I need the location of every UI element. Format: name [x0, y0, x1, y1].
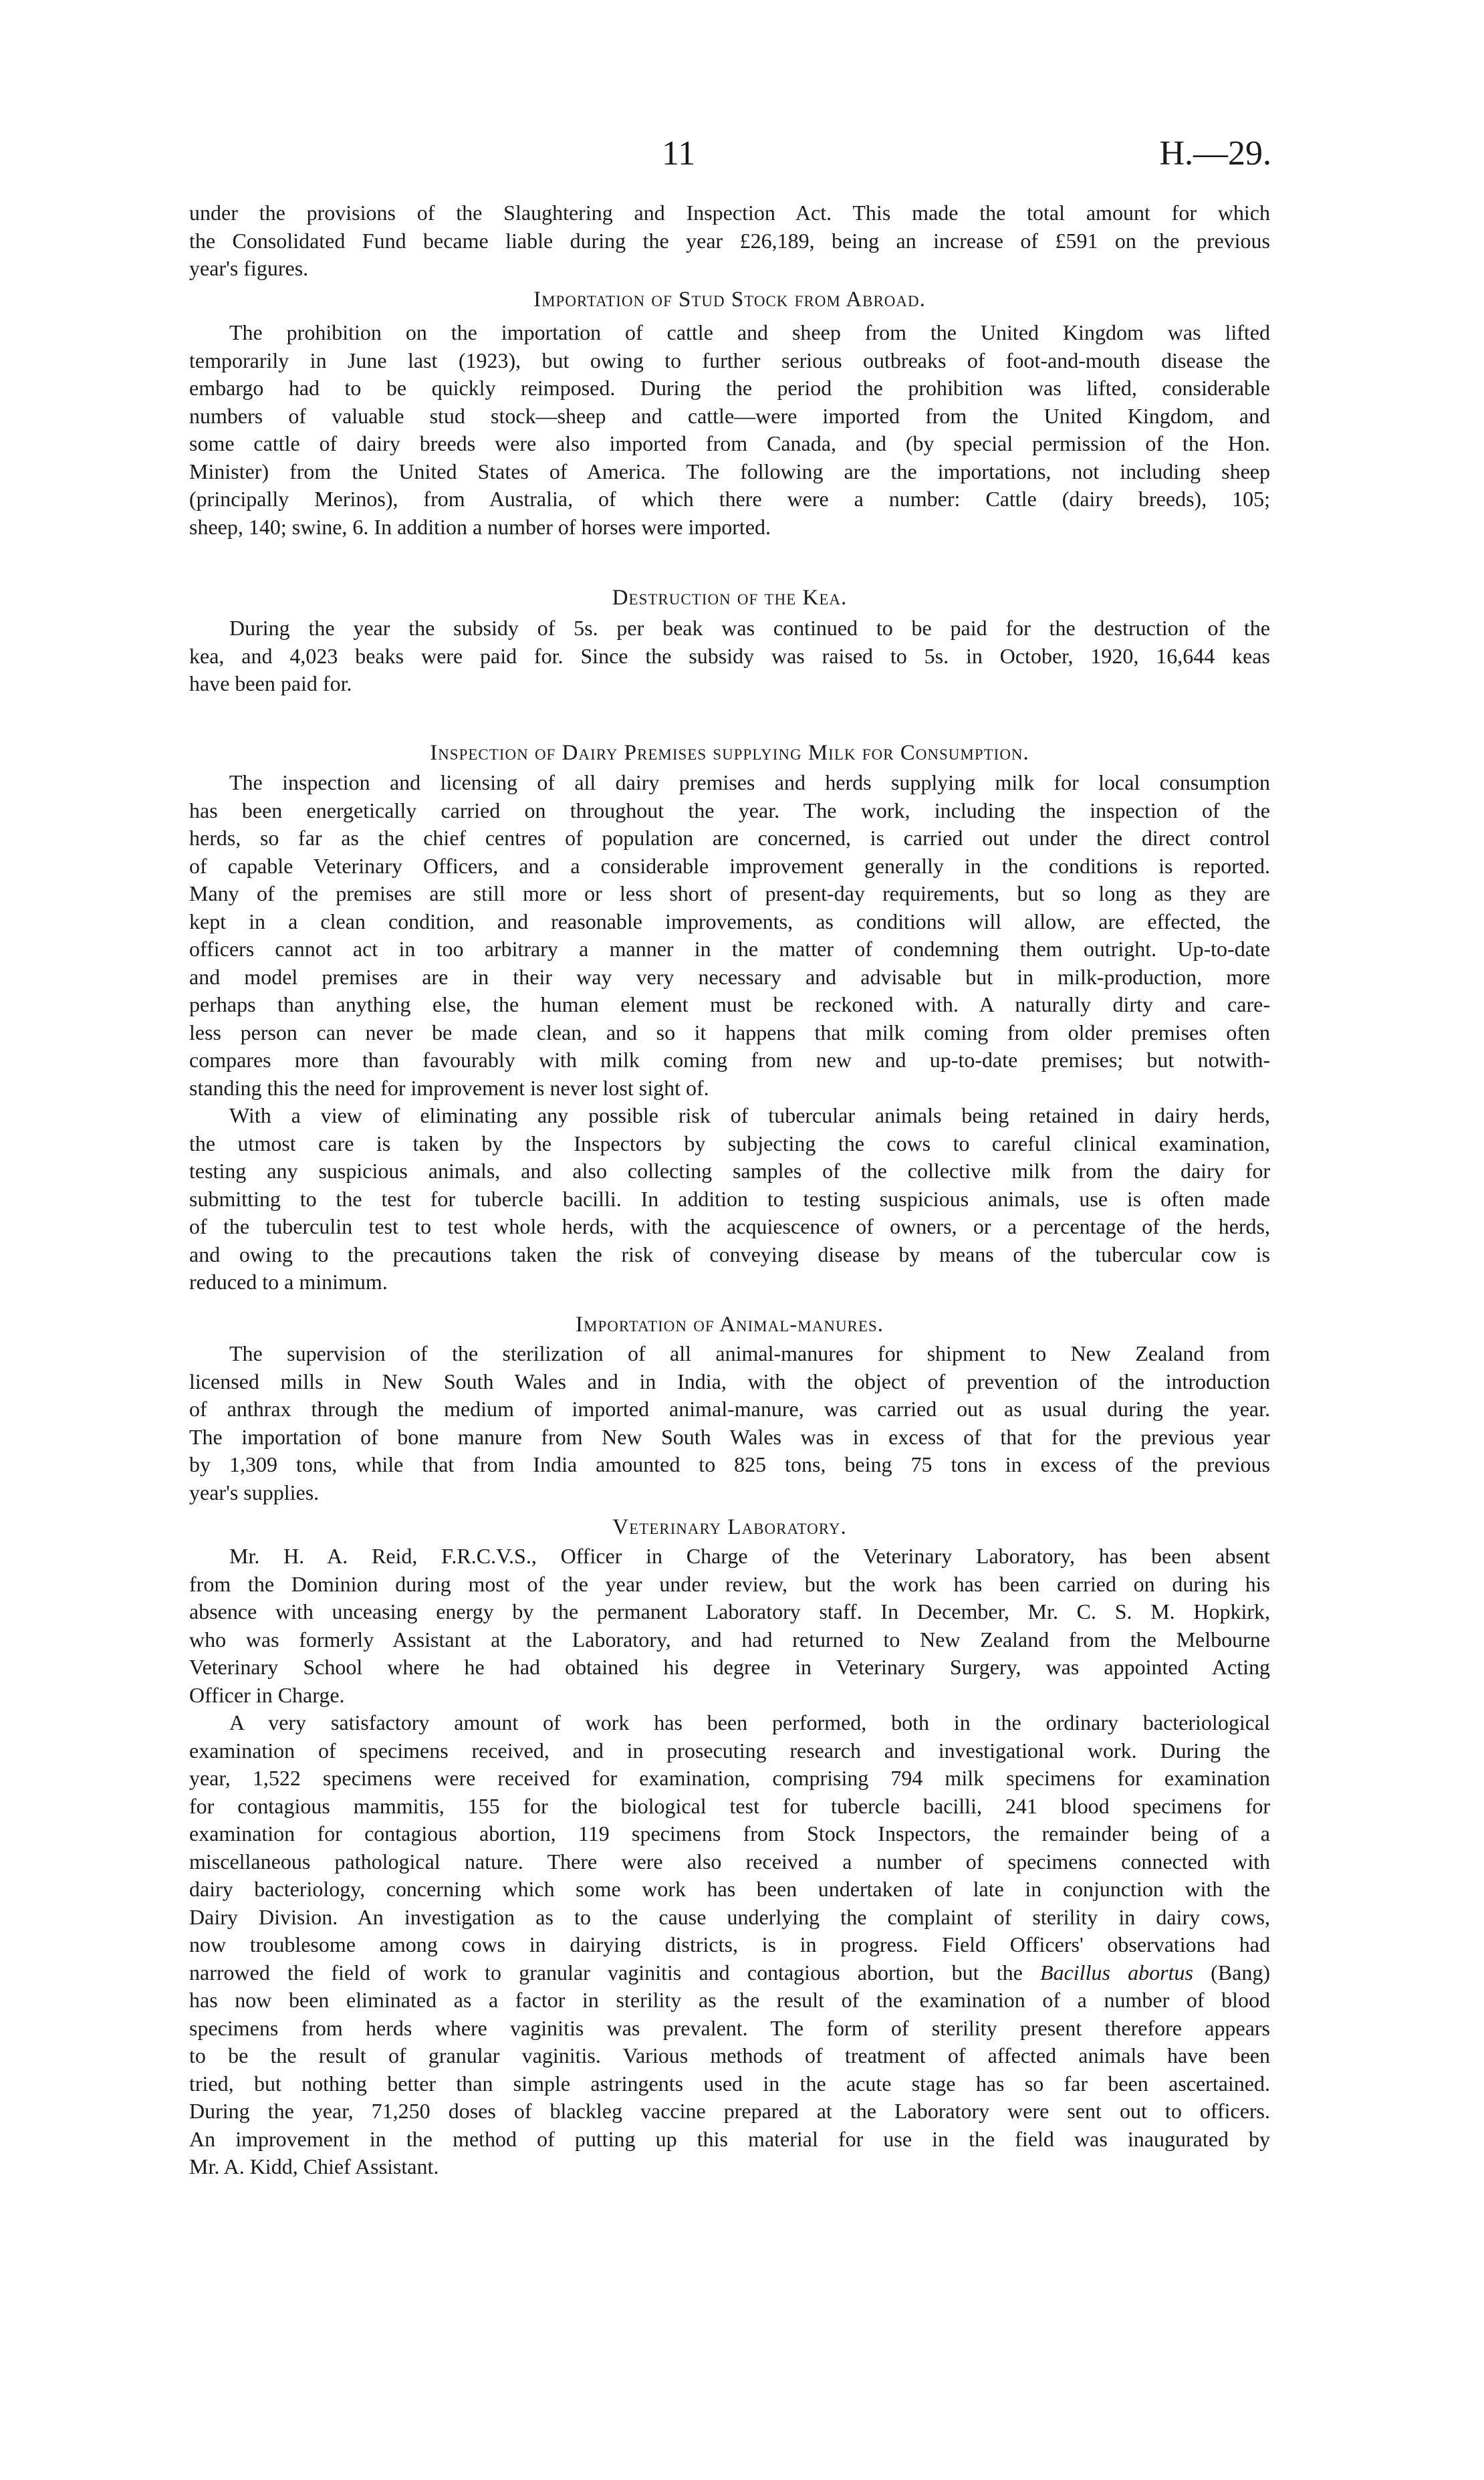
- text-line: year's supplies.: [189, 1480, 320, 1504]
- paragraph: [189, 1543, 1270, 1709]
- text-line: kea, and 4,023 beaks were paid for. Since the subsidy was raised to 5s. in October, 1920, 16,644 keas: [189, 643, 1270, 668]
- text-line: who was formerly Assistant at the Laboratory, and had returned to New Zealand from the Melbourne: [189, 1627, 1270, 1652]
- section-body-stud-stock: [189, 319, 1270, 541]
- text-line: officers cannot act in too arbitrary a manner in the matter of condemning them outright. Up-to-date: [189, 937, 1270, 961]
- text-line: the utmost care is taken by the Inspectors by subjecting the cows to careful clinical examination,: [189, 1131, 1270, 1155]
- text-line: standing this the need for improvement is never lost sight of.: [189, 1075, 709, 1100]
- text-line: The supervision of the sterilization of all animal-manures for shipment to New Zealand from: [229, 1341, 1270, 1365]
- text-line: kept in a clean condition, and reasonable improvements, as conditions will allow, are effected, the: [189, 909, 1270, 933]
- text-line: to be the result of granular vaginitis. Various methods of treatment of affected animals have been: [189, 2043, 1270, 2067]
- text-line: compares more than favourably with milk coming from new and up-to-date premises; but notwith-: [189, 1048, 1270, 1072]
- paragraph: [189, 614, 1270, 698]
- section-body-kea: [189, 614, 1270, 698]
- text-line: [189, 1959, 1270, 1987]
- text-line: Officer in Charge.: [189, 1682, 345, 1707]
- italic-text: Bacillus abortus: [1040, 1960, 1193, 1985]
- text-line: and owing to the precautions taken the risk of conveying disease by means of the tubercular cow is: [189, 1242, 1270, 1266]
- text-line: sheep, 140; swine, 6. In addition a number of horses were imported.: [189, 514, 771, 539]
- text-line: tried, but nothing better than simple astringents used in the acute stage has so far been ascertained.: [189, 2071, 1270, 2096]
- text-line: have been paid for.: [189, 671, 352, 695]
- text-line: year's figures.: [189, 256, 309, 280]
- text-line: examination of specimens received, and in prosecuting research and investigational work. During the: [189, 1738, 1270, 1763]
- section-heading-dairy-inspection: Inspection of Dairy Premises supplying Milk for Consumption.: [430, 741, 1029, 765]
- text-line: and model premises are in their way very necessary and advisable but in milk-production, more: [189, 964, 1270, 989]
- text-line: miscellaneous pathological nature. There were also received a number of specimens connected with: [189, 1849, 1270, 1874]
- paragraph: [189, 1709, 1270, 2181]
- text-line: has now been eliminated as a factor in sterility as the result of the examination of a number of blood: [189, 1988, 1270, 2012]
- paragraph: [189, 769, 1270, 1102]
- text-line: Minister) from the United States of America. The following are the importations, not including sheep: [189, 459, 1270, 483]
- text-line: Many of the premises are still more or less short of present-day requirements, but so long as they are: [189, 881, 1270, 905]
- text-line: The importation of bone manure from New South Wales was in excess of that for the previous year: [189, 1424, 1270, 1449]
- text-line: reduced to a minimum.: [189, 1270, 388, 1294]
- section-heading-kea: Destruction of the Kea.: [612, 586, 848, 610]
- text-line: of the tuberculin test to test whole herds, with the acquiescence of owners, or a percentage of the herds,: [189, 1214, 1270, 1238]
- text-line: has been energetically carried on throughout the year. The work, including the inspection of the: [189, 798, 1270, 822]
- text-line: Mr. H. A. Reid, F.R.C.V.S., Officer in Charge of the Veterinary Laboratory, has been absent: [229, 1544, 1270, 1568]
- section-body-animal-manures: [189, 1340, 1270, 1506]
- document-code: H.—29.: [1159, 134, 1271, 173]
- text-line: absence with unceasing energy by the permanent Laboratory staff. In December, Mr. C. S. M. Hopkirk,: [189, 1599, 1270, 1623]
- text-line: The inspection and licensing of all dairy premises and herds supplying milk for local consumption: [229, 770, 1270, 794]
- text-line: herds, so far as the chief centres of population are concerned, is carried out under the direct control: [189, 826, 1270, 850]
- text-line: During the year the subsidy of 5s. per beak was continued to be paid for the destruction of the: [229, 616, 1270, 640]
- text-line: year, 1,522 specimens were received for examination, comprising 794 milk specimens for examination: [189, 1766, 1270, 1790]
- paragraph: [189, 319, 1270, 541]
- text-line: of anthrax through the medium of imported animal-manure, was carried out as usual during the year.: [189, 1397, 1270, 1421]
- text-line: specimens from herds where vaginitis was prevalent. The form of sterility present therefore appears: [189, 2015, 1270, 2040]
- text-segment: (Bang): [1193, 1960, 1270, 1985]
- text-line: for contagious mammitis, 155 for the biological test for tubercle bacilli, 241 blood specimens for: [189, 1793, 1270, 1818]
- paragraph: [189, 199, 1270, 283]
- text-line: examination for contagious abortion, 119 specimens from Stock Inspectors, the remainder being of a: [189, 1821, 1270, 1845]
- text-line: licensed mills in New South Wales and in India, with the object of prevention of the introduction: [189, 1369, 1270, 1393]
- text-line: Mr. A. Kidd, Chief Assistant.: [189, 2154, 439, 2178]
- paragraph: [189, 1340, 1270, 1506]
- text-line: During the year, 71,250 doses of blackleg vaccine prepared at the Laboratory were sent out to officers.: [189, 2099, 1270, 2123]
- text-line: Dairy Division. An investigation as to the cause underlying the complaint of sterility in dairy cows,: [189, 1904, 1270, 1929]
- text-line: The prohibition on the importation of cattle and sheep from the United Kingdom was lifted: [229, 320, 1270, 344]
- paragraph: [189, 1102, 1270, 1297]
- page-number: 11: [662, 134, 696, 173]
- text-line: Veterinary School where he had obtained his degree in Veterinary Surgery, was appointed Acting: [189, 1655, 1270, 1679]
- section-heading-veterinary-laboratory: Veterinary Laboratory.: [612, 1515, 847, 1539]
- text-line: the Consolidated Fund became liable during the year £26,189, being an increase of £591 on the previous: [189, 228, 1270, 253]
- section-heading-animal-manures: Importation of Animal-manures.: [576, 1313, 884, 1337]
- text-line: A very satisfactory amount of work has been performed, both in the ordinary bacteriological: [229, 1710, 1270, 1734]
- text-line: An improvement in the method of putting up this material for use in the field was inaugurated by: [189, 2126, 1270, 2151]
- text-line: (principally Merinos), from Australia, of which there were a number: Cattle (dairy breeds), 105;: [189, 487, 1270, 511]
- text-line: from the Dominion during most of the year under review, but the work has been carried on during his: [189, 1571, 1270, 1596]
- text-line: embargo had to be quickly reimposed. During the period the prohibition was lifted, considerable: [189, 376, 1270, 400]
- text-line: testing any suspicious animals, and also collecting samples of the collective milk from the dairy for: [189, 1159, 1270, 1183]
- section-body-veterinary-laboratory: [189, 1543, 1270, 2181]
- section-body-intro: [189, 199, 1270, 283]
- text-line: dairy bacteriology, concerning which some work has been undertaken of late in conjunction with the: [189, 1877, 1270, 1901]
- text-line: With a view of eliminating any possible risk of tubercular animals being retained in dairy herds,: [229, 1103, 1270, 1127]
- section-body-dairy-inspection: [189, 769, 1270, 1297]
- text-line: some cattle of dairy breeds were also imported from Canada, and (by special permission of the Hon.: [189, 431, 1270, 455]
- section-heading-stud-stock: Importation of Stud Stock from Abroad.: [533, 288, 926, 312]
- text-line: by 1,309 tons, while that from India amounted to 825 tons, being 75 tons in excess of the previous: [189, 1452, 1270, 1476]
- text-segment: narrowed the field of work to granular vaginitis and contagious abortion, but the: [189, 1960, 1041, 1985]
- text-line: less person can never be made clean, and so it happens that milk coming from older premises often: [189, 1020, 1270, 1044]
- text-line: perhaps than anything else, the human element must be reckoned with. A naturally dirty and care-: [189, 992, 1270, 1016]
- text-line: temporarily in June last (1923), but owing to further serious outbreaks of foot-and-mouth disease the: [189, 348, 1270, 372]
- text-line: numbers of valuable stud stock—sheep and cattle—were imported from the United Kingdom, and: [189, 403, 1270, 428]
- text-line: of capable Veterinary Officers, and a considerable improvement generally in the conditions is reported.: [189, 853, 1270, 878]
- text-line: submitting to the test for tubercle bacilli. In addition to testing suspicious animals, use is often made: [189, 1186, 1270, 1211]
- text-line: under the provisions of the Slaughtering and Inspection Act. This made the total amount for which: [189, 201, 1270, 225]
- text-line: now troublesome among cows in dairying districts, is in progress. Field Officers' observations had: [189, 1932, 1270, 1956]
